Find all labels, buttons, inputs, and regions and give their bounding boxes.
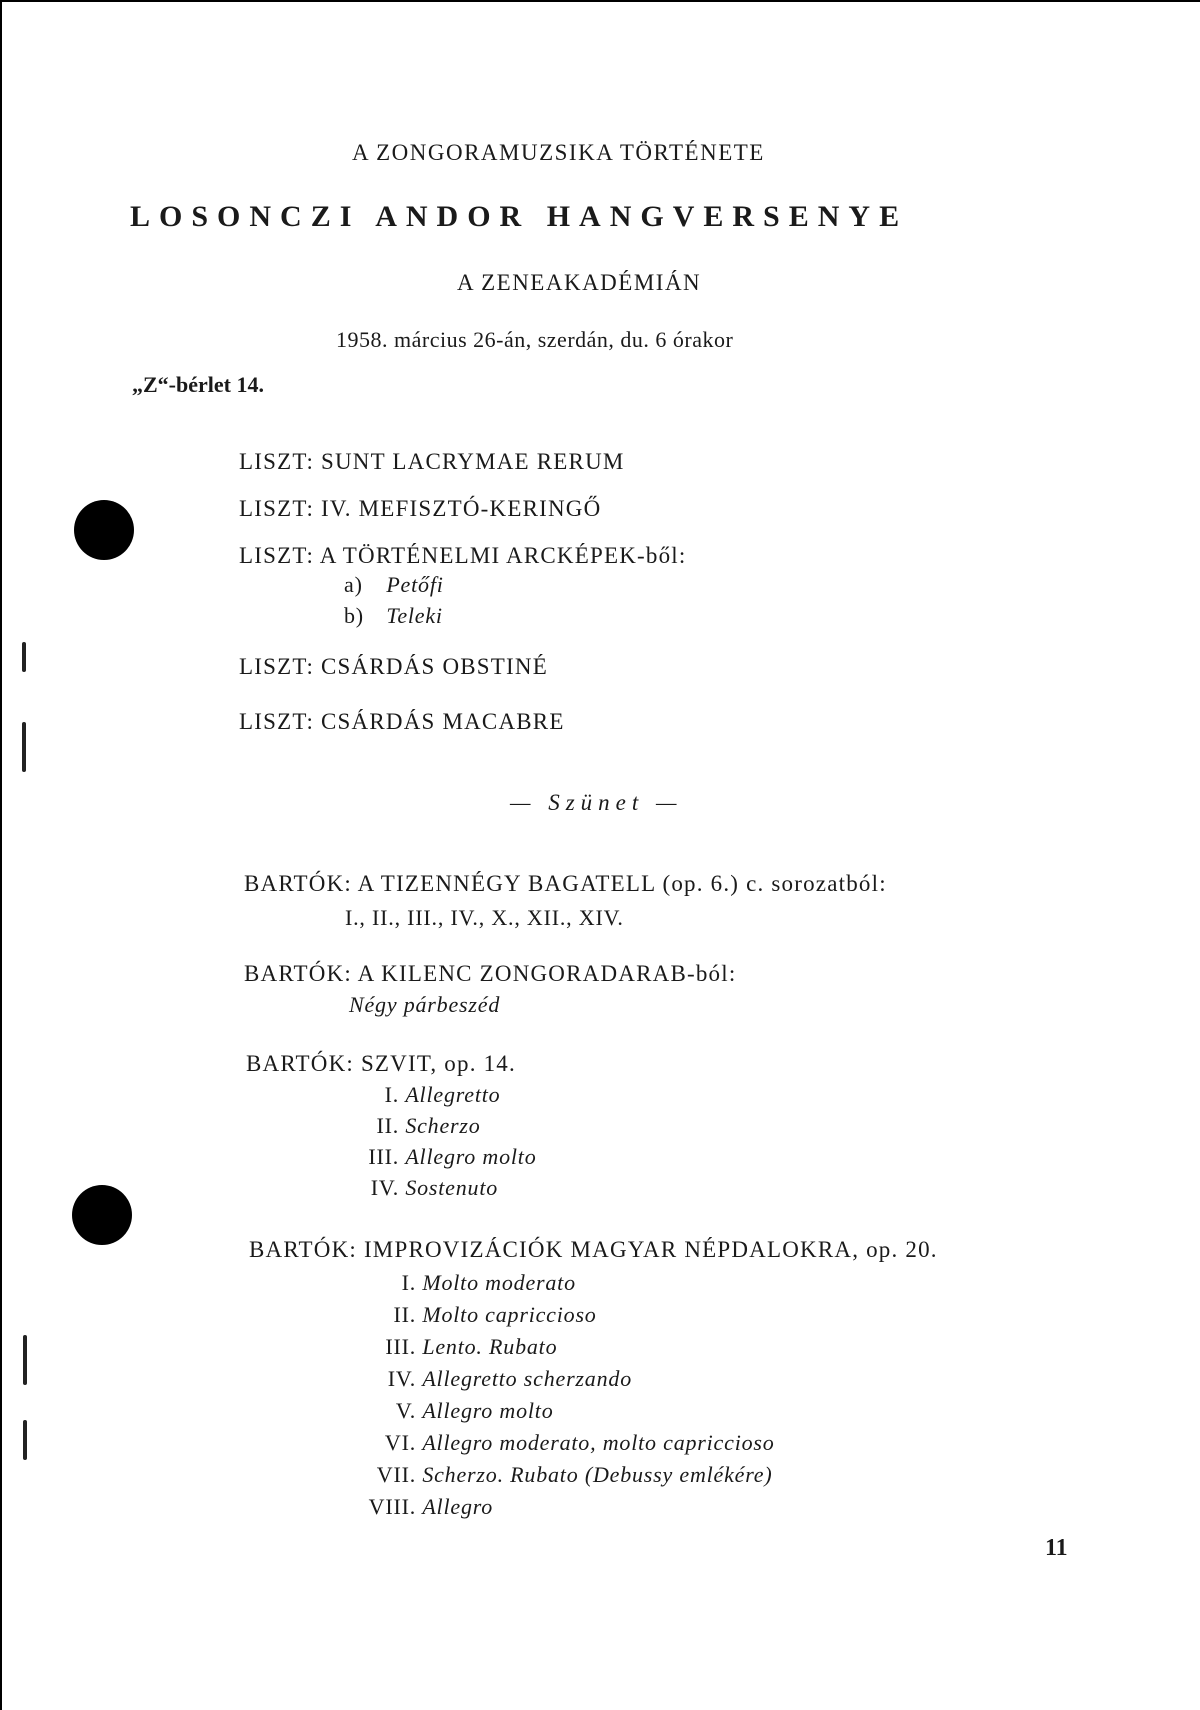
part-title: Allegro bbox=[422, 1494, 494, 1519]
part-number: III. bbox=[385, 1334, 416, 1359]
margin-mark bbox=[23, 1335, 27, 1385]
work-part bbox=[344, 572, 444, 598]
work-title: IV. MEFISZTÓ-KERINGŐ bbox=[321, 496, 602, 521]
work-part bbox=[348, 1082, 500, 1108]
work-part bbox=[348, 1144, 537, 1170]
work-title: A TÖRTÉNELMI ARCKÉPEK-ből: bbox=[319, 543, 687, 568]
part-number: I. bbox=[401, 1270, 416, 1295]
program-item bbox=[249, 1237, 938, 1263]
program-item bbox=[239, 654, 548, 680]
part-number: II. bbox=[376, 1113, 399, 1138]
part-title: Allegro molto bbox=[422, 1398, 554, 1423]
composer: LISZT: bbox=[239, 543, 315, 568]
composer: BARTÓK: bbox=[246, 1051, 354, 1076]
concert-date: 1958. március 26-án, szerdán, du. 6 órakor bbox=[336, 327, 734, 352]
part-title: Molto moderato bbox=[422, 1270, 576, 1295]
series-title: A ZONGORAMUZSIKA TÖRTÉNETE bbox=[352, 140, 765, 165]
program-item bbox=[244, 871, 887, 897]
work-detail: I., II., III., IV., X., XII., XIV. bbox=[345, 905, 624, 930]
work-part bbox=[357, 1302, 597, 1328]
part-number: IV. bbox=[387, 1366, 416, 1391]
work-part bbox=[348, 1175, 498, 1201]
program-item bbox=[246, 1051, 516, 1077]
work-title: CSÁRDÁS OBSTINÉ bbox=[321, 654, 548, 679]
composer: BARTÓK: bbox=[249, 1237, 357, 1262]
margin-mark bbox=[22, 642, 26, 672]
work-part bbox=[357, 1398, 554, 1424]
part-title: Sostenuto bbox=[405, 1175, 499, 1200]
part-title: Lento. Rubato bbox=[422, 1334, 558, 1359]
program-item bbox=[239, 496, 601, 522]
part-number: I. bbox=[384, 1082, 399, 1107]
part-number: b) bbox=[344, 603, 364, 628]
page-number: 11 bbox=[1045, 1535, 1068, 1561]
part-number: II. bbox=[393, 1302, 416, 1327]
work-title: IMPROVIZÁCIÓK MAGYAR NÉPDALOKRA, op. 20. bbox=[363, 1237, 938, 1262]
work-part bbox=[357, 1430, 775, 1456]
work-title: SUNT LACRYMAE RERUM bbox=[321, 449, 625, 474]
work-part bbox=[357, 1366, 632, 1392]
composer: LISZT: bbox=[239, 449, 315, 474]
part-title: Allegretto scherzando bbox=[422, 1366, 632, 1391]
work-title: A KILENC ZONGORADARAB-ból: bbox=[357, 961, 737, 986]
composer: LISZT: bbox=[239, 709, 315, 734]
part-title: Allegretto bbox=[405, 1082, 501, 1107]
part-title: Teleki bbox=[386, 603, 443, 628]
part-title: Scherzo bbox=[405, 1113, 481, 1138]
work-part bbox=[357, 1270, 576, 1296]
part-title: Petőfi bbox=[386, 572, 444, 597]
work-part bbox=[348, 1113, 481, 1139]
work-part bbox=[357, 1494, 493, 1520]
work-part bbox=[344, 603, 443, 629]
part-number: III. bbox=[368, 1144, 399, 1169]
part-title: Allegro molto bbox=[405, 1144, 537, 1169]
part-number: V. bbox=[395, 1398, 416, 1423]
composer: LISZT: bbox=[239, 654, 315, 679]
program-item bbox=[239, 449, 625, 475]
part-number: IV. bbox=[370, 1175, 399, 1200]
program-item bbox=[239, 709, 565, 735]
composer: BARTÓK: bbox=[244, 871, 352, 896]
part-title: Molto capriccioso bbox=[422, 1302, 597, 1327]
punch-hole-bottom bbox=[72, 1185, 132, 1245]
work-detail: Négy párbeszéd bbox=[349, 992, 501, 1017]
venue: A ZENEAKADÉMIÁN bbox=[457, 270, 702, 295]
program-item bbox=[244, 961, 736, 987]
part-number: a) bbox=[344, 572, 363, 597]
work-title: SZVIT, op. 14. bbox=[360, 1051, 516, 1076]
work-title: A TIZENNÉGY BAGATELL (op. 6.) c. sorozatból: bbox=[357, 871, 887, 896]
concert-title: LOSONCZI ANDOR HANGVERSENYE bbox=[130, 200, 909, 233]
composer: LISZT: bbox=[239, 496, 315, 521]
part-number: VIII. bbox=[368, 1494, 416, 1519]
program-item bbox=[239, 543, 686, 569]
intermission: — Szünet — bbox=[510, 790, 683, 815]
part-number: VI. bbox=[384, 1430, 416, 1455]
work-part bbox=[357, 1462, 772, 1488]
part-number: VII. bbox=[376, 1462, 416, 1487]
part-title: Scherzo. Rubato (Debussy emlékére) bbox=[422, 1462, 773, 1487]
punch-hole-top bbox=[74, 500, 134, 560]
work-part bbox=[357, 1334, 557, 1360]
part-title: Allegro moderato, molto capriccioso bbox=[422, 1430, 775, 1455]
margin-mark bbox=[23, 1420, 27, 1460]
composer: BARTÓK: bbox=[244, 961, 352, 986]
work-title: CSÁRDÁS MACABRE bbox=[321, 709, 565, 734]
subscription-label: „Z“-bérlet 14. bbox=[132, 372, 264, 397]
margin-mark bbox=[22, 722, 26, 772]
